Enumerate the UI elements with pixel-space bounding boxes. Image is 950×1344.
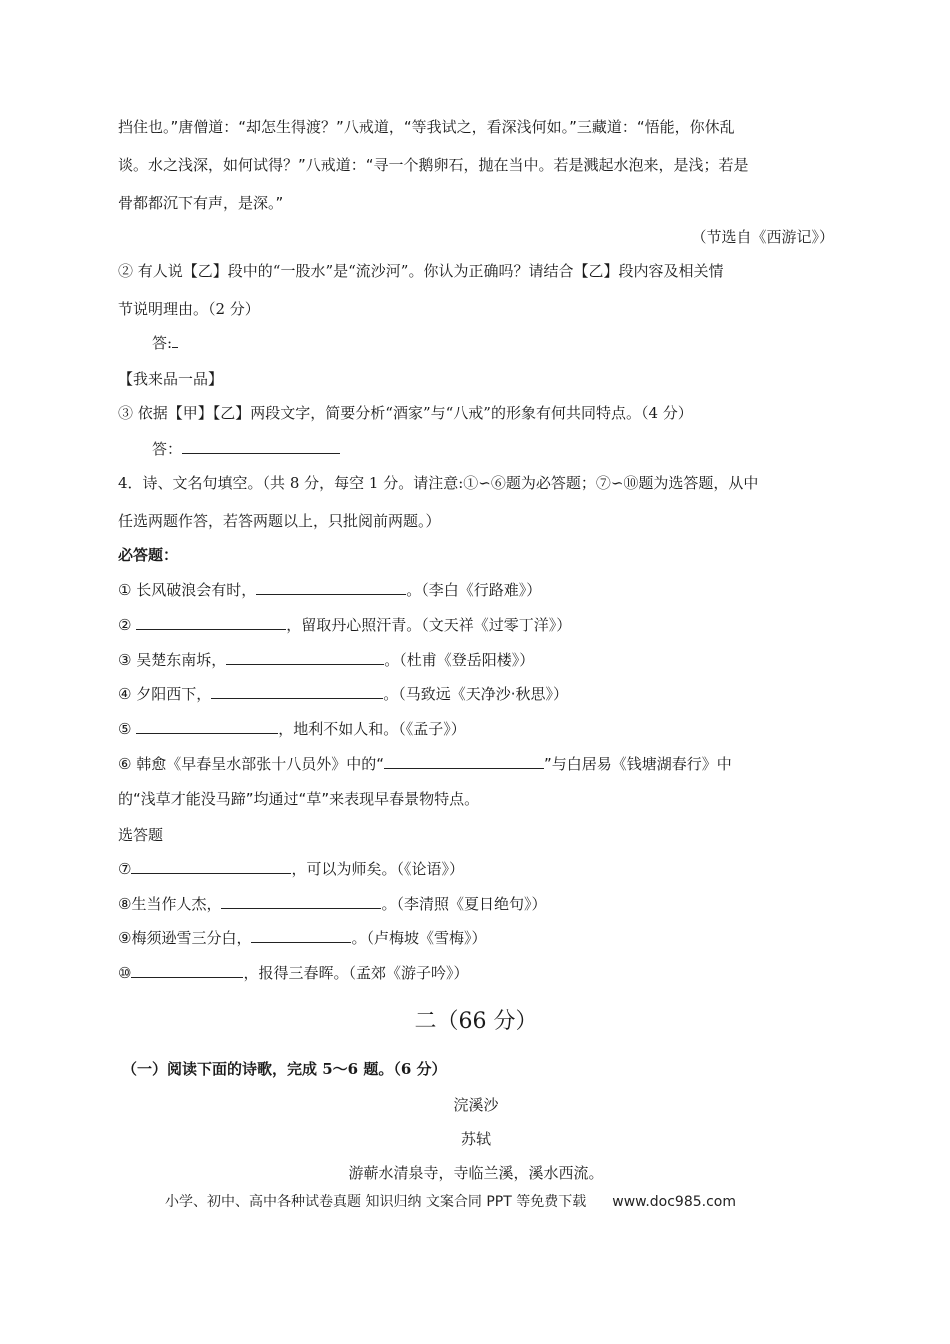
fill-prefix: ⑧生当作人杰，: [118, 895, 222, 913]
fill-item-7: [118, 858, 464, 879]
fill-prefix: ⑨梅须逊雪三分白，: [118, 929, 252, 947]
poem-line: 游蕲水清泉寺，寺临兰溪，溪水西流。: [348, 1164, 604, 1182]
fill-item-3: [118, 649, 534, 670]
fill-item-10: [118, 962, 468, 983]
fill-blank[interactable]: [221, 907, 381, 909]
passage-line: 谈。水之浅深，如何试得？”八戒道：“寻一个鹅卵石，抛在当中。若是溅起水泡来，是浅；若是: [118, 156, 749, 174]
question-4-text: 任选两题作答，若答两题以上，只批阅前两题。）: [118, 512, 441, 530]
fill-item-4: [118, 683, 568, 704]
fill-blank[interactable]: [131, 872, 291, 874]
fill-blank[interactable]: [226, 663, 384, 665]
footer-text: 小学、初中、高中各种试卷真题 知识归纳 文案合同 PPT 等免费下载: [165, 1194, 587, 1210]
answer-blank[interactable]: [182, 452, 340, 454]
fill-item-5: [118, 718, 466, 739]
answer-line[interactable]: [152, 438, 340, 459]
fill-blank[interactable]: [131, 976, 243, 978]
fill-prefix: ⑩: [118, 964, 132, 982]
question-3-text: ③ 依据【甲】【乙】两段文字，简要分析“酒家”与“八戒”的形象有何共同特点。（4 分）: [118, 404, 693, 422]
fill-item-1: [118, 579, 541, 600]
fill-blank[interactable]: [256, 593, 406, 595]
fill-suffix: ，地利不如人和。（《孟子》）: [278, 720, 466, 738]
fill-suffix: 。（卢梅坡《雪梅》）: [351, 929, 487, 947]
fill-blank[interactable]: [251, 941, 351, 943]
fill-item-6-cont: 的“浅草才能没马蹄”均通过“草”来表现早春景物特点。: [118, 790, 480, 808]
poem-title: 浣溪沙: [453, 1096, 499, 1114]
fill-blank[interactable]: [384, 767, 544, 769]
fill-prefix: ④ 夕阳西下，: [118, 685, 212, 703]
fill-item-9: [118, 927, 486, 948]
fill-prefix: ⑤: [118, 720, 137, 738]
footer-url[interactable]: www.doc985.com: [612, 1194, 736, 1210]
question-2-text: 节说明理由。（2 分）: [118, 300, 260, 318]
poem-author: 苏轼: [460, 1130, 491, 1148]
question-4-text: 4．诗、文名句填空。（共 8 分，每空 1 分。请注意:①∽⑥题为必答题；⑦∽⑩题为选答题，从中: [118, 474, 759, 492]
answer-label: 答:: [152, 334, 173, 352]
fill-blank[interactable]: [136, 628, 286, 630]
part-two-heading: 二（66 分）: [414, 1009, 538, 1034]
fill-item-8: [118, 893, 546, 914]
fill-suffix: 。（杜甫《登岳阳楼》）: [384, 651, 535, 669]
passage-line: 挡住也。”唐僧道：“却怎生得渡？”八戒道，“等我试之，看深浅何如。”三藏道：“悟能，你休乱: [118, 118, 735, 136]
fill-prefix: ③ 吴楚东南坼，: [118, 651, 227, 669]
passage-line: 骨都都沉下有声，是深。”: [118, 194, 284, 212]
section-label: 【我来品一品】: [118, 370, 224, 388]
fill-suffix: 。（李白《行路难》）: [406, 581, 542, 599]
reading-instruction: （一）阅读下面的诗歌，完成 5～6 题。（6 分）: [122, 1060, 447, 1078]
passage-source: （节选自《西游记》）: [691, 228, 834, 246]
question-2-text: ② 有人说【乙】段中的“一股水”是“流沙河”。你认为正确吗？请结合【乙】段内容及相关情: [118, 262, 724, 280]
fill-suffix: ，报得三春晖。（孟郊《游子吟》）: [243, 964, 469, 982]
fill-prefix: ① 长风破浪会有时，: [118, 581, 257, 599]
fill-prefix: ②: [118, 616, 137, 634]
fill-item-6: [118, 753, 732, 774]
fill-suffix: ”与白居易《钱塘湖春行》中: [544, 755, 732, 773]
fill-blank[interactable]: [136, 732, 278, 734]
fill-blank[interactable]: [211, 697, 383, 699]
fill-suffix: ，留取丹心照汗青。（文天祥《过零丁洋》）: [286, 616, 572, 634]
required-label: 必答题：: [118, 546, 179, 564]
fill-prefix: ⑦: [118, 860, 132, 878]
fill-item-2: [118, 614, 571, 635]
optional-label: 选答题: [118, 826, 164, 844]
fill-suffix: 。（马致远《天净沙·秋思》）: [383, 685, 568, 703]
answer-blank[interactable]: [172, 346, 178, 348]
fill-suffix: ，可以为师矣。（《论语》）: [291, 860, 464, 878]
fill-suffix: 。（李清照《夏日绝句》）: [381, 895, 547, 913]
fill-prefix: ⑥ 韩愈《早春呈水部张十八员外》中的“: [118, 755, 384, 773]
answer-line[interactable]: [152, 332, 178, 353]
answer-label: 答：: [152, 440, 183, 458]
page-footer: [165, 1191, 736, 1211]
